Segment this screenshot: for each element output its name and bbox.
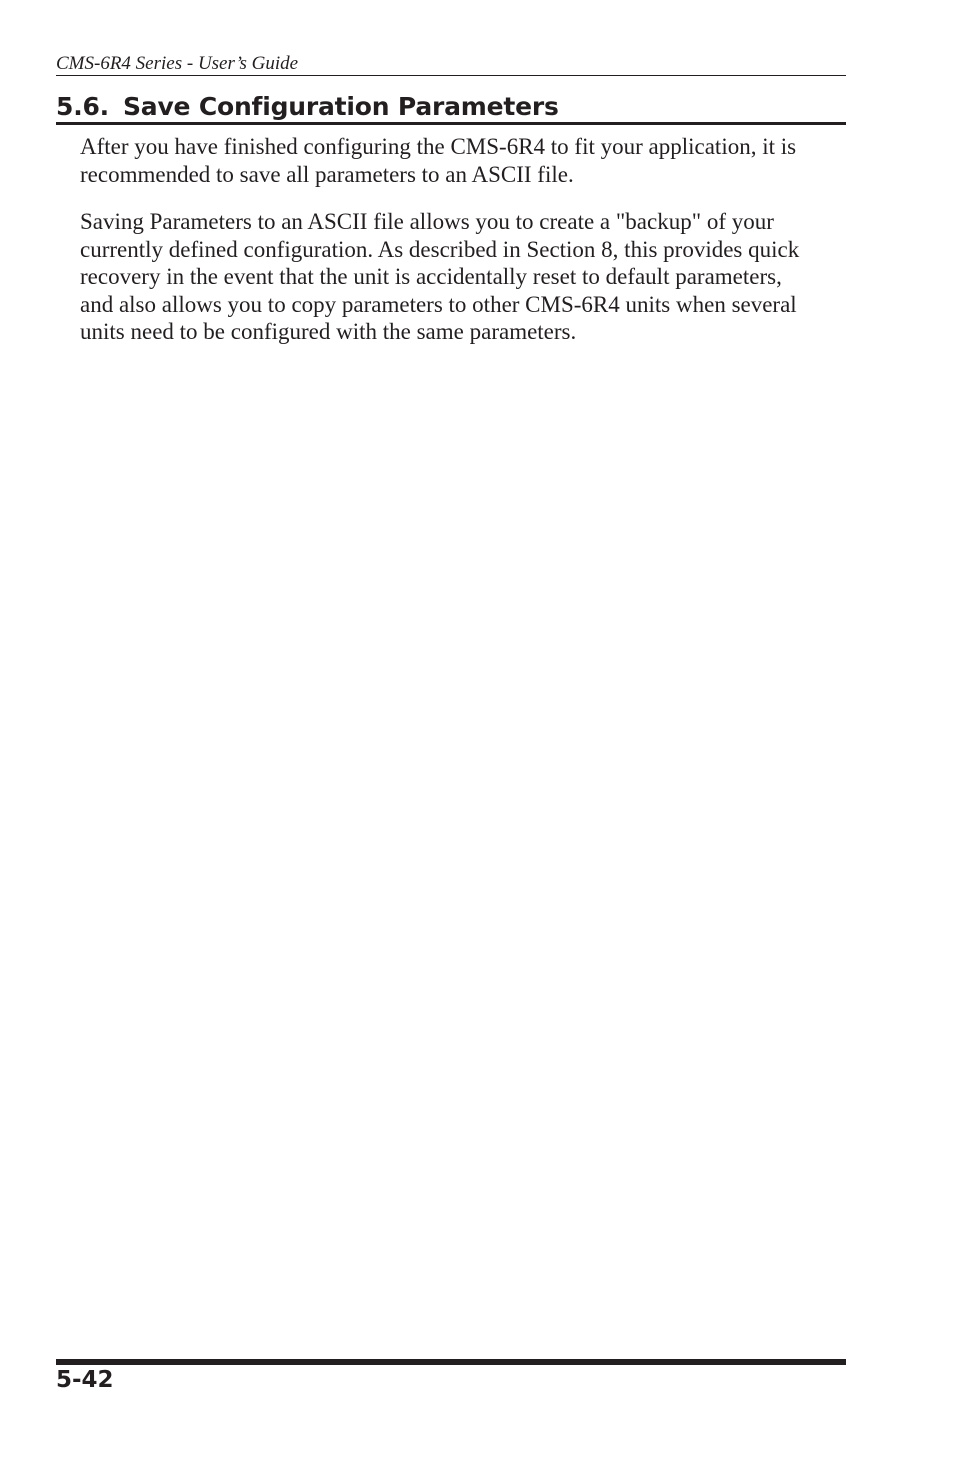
paragraph-line: recovery in the event that the unit is accidentally reset to default parameters, xyxy=(80,264,782,289)
section-title: Save Configuration Parameters xyxy=(122,92,559,121)
section-number: 5.6. xyxy=(56,92,109,121)
paragraph-line: units need to be configured with the same parameters. xyxy=(80,319,577,344)
header-rule xyxy=(56,75,846,76)
paragraph-line: and also allows you to copy parameters to other CMS-6R4 units when several xyxy=(80,291,797,317)
paragraph-line: Saving Parameters to an ASCII file allows you to create a "backup" of your xyxy=(80,209,774,234)
running-header: CMS-6R4 Series - User’s Guide xyxy=(56,53,299,74)
footer-rule xyxy=(56,1359,846,1365)
paragraph-line: currently defined configuration. As described in Section 8, this provides quick xyxy=(80,236,800,262)
paragraph-line: recommended to save all parameters to an ASCII file. xyxy=(80,161,574,187)
paragraph-line: After you have finished configuring the CMS-6R4 to fit your application, it is xyxy=(80,134,797,159)
paragraph-2 xyxy=(80,208,846,346)
paragraph-1 xyxy=(80,133,846,188)
page-number: 5-42 xyxy=(56,1367,114,1393)
section-heading xyxy=(56,92,846,125)
